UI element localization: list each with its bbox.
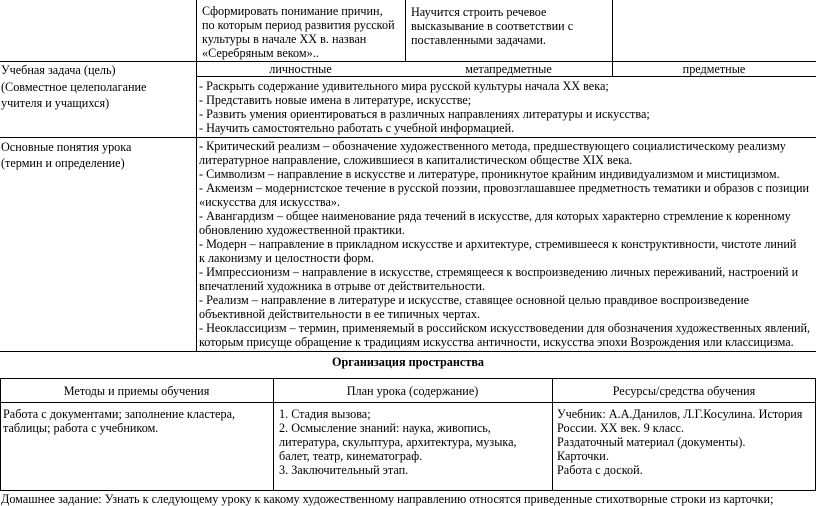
concept-line: - Символизм – направление в искусстве и литературе, проникнутое крайним индивидуализмом и мистицизмом. [199, 167, 780, 181]
col-meta-header: метапредметные [465, 62, 552, 76]
task-item: - Представить новые имена в литературе, искусстве; [199, 93, 472, 107]
task-item: - Раскрыть содержание удивительного мира русской культуры начала XX века; [199, 79, 609, 93]
plan-line: литература, скульптура, архитектура, музыка, [279, 435, 517, 449]
task-item: - Научить самостоятельно работать с учебной информацией. [199, 121, 515, 135]
concepts-label: Основные понятия урока [1, 140, 132, 154]
concept-line: - Неоклассицизм – термин, применяемый в российском искусствоведении для обозначения художественных явлений, [199, 321, 811, 335]
col-personal-header: личностные [269, 62, 332, 76]
plan-line: 3. Заключительный этап. [279, 463, 409, 477]
grid-line [0, 402, 816, 403]
plan-line: 1. Стадия вызова; [279, 407, 371, 421]
goal-line: культуры в начале XX в. назван [202, 32, 367, 46]
goal-line: по которым период развития русской [202, 18, 395, 32]
grid-line [196, 76, 816, 77]
concepts-sublabel: (термин и определение) [1, 156, 125, 170]
concept-line: - Акмеизм – модернистское течение в русской поэзии, провозглашавшее предметность тематики и образов с позиции [199, 181, 810, 195]
resources-line: Карточки. [557, 449, 609, 463]
grid-line [0, 490, 816, 491]
grid-line [0, 137, 816, 138]
plan-line: балет, театр, кинематограф. [279, 449, 423, 463]
goal-line: «Серебряным веком».. [202, 46, 319, 60]
resources-line: Работа с доской. [557, 463, 643, 477]
methods-line: таблицы; работа с учебником. [3, 421, 159, 435]
resources-line: Раздаточный материал (документы). [557, 435, 746, 449]
speech-line: поставленными задачами. [411, 33, 546, 47]
grid-line [0, 351, 816, 352]
grid-line [0, 378, 816, 379]
concepts-list [199, 139, 816, 351]
task-item: - Развить умения ориентироваться в различных направлениях литературы и искусства; [199, 107, 650, 121]
col-subject-header: предметные [682, 62, 746, 76]
concept-line: обновлению художественной практики. [199, 223, 405, 237]
concept-line: - Модерн – направление в прикладном искусстве и архитектуре, стремившееся к конструктивности, чистоте линий [199, 237, 797, 251]
concept-line: объективной действительности в ее типичных чертах. [199, 307, 481, 321]
resources-line: России. XX век. 9 класс. [557, 421, 685, 435]
concept-line: которым присуще обращение к традициям искусства античности, искусства эпохи Возрождения или классицизма. [199, 335, 794, 349]
concept-line: к лаконизму и целостности форм. [199, 251, 374, 265]
goal-line: Сформировать понимание причин, [202, 4, 383, 18]
grid-line [405, 0, 406, 62]
speech-line: высказывание в соответствии с [411, 19, 574, 33]
col-methods-header: Методы и приемы обучения [63, 384, 210, 398]
plan-line: 2. Осмысление знаний: наука, живопись, [279, 421, 491, 435]
col-resources-header: Ресурсы/средства обучения [612, 384, 756, 398]
concept-line: - Критический реализм – обозначение художественного метода, предшествующего социалистическому реализму [199, 139, 786, 153]
methods-line: Работа с документами; заполнение кластера, [3, 407, 236, 421]
concept-line: - Импрессионизм – направление в искусстве, стремящееся к воспроизведению личных переживаний, настроений и [199, 265, 799, 279]
concept-line: впечатлений художника в отрыве от действительности. [199, 279, 486, 293]
homework-text: Домашнее задание: Узнать к следующему уроку к какому художественному направлению относятся приведенные стихотворные строки из карточки; [1, 492, 774, 506]
task-label: Учебная задача (цель) [1, 63, 116, 77]
concept-line: - Авангардизм – общее наименование ряда течений в искусстве, для которых характерно стремление к коренному [199, 209, 791, 223]
resources-line: Учебник: А.А.Данилов, Л.Г.Косулина. История [557, 407, 803, 421]
speech-line: Научится строить речевое [411, 5, 547, 19]
col-plan-header: План урока (содержание) [346, 384, 479, 398]
space-title: Организация пространства [331, 355, 484, 369]
concept-line: - Реализм – направление в литературе и искусстве, ставящее основной целью правдивое воспроизведение [199, 293, 750, 307]
concept-line: «искусства для искусства». [199, 195, 341, 209]
grid-line [196, 0, 197, 352]
task-sublabel: (Совместное целеполагание [1, 80, 147, 94]
task-sublabel: учителя и учащихся) [1, 96, 110, 110]
concept-line: литературное направление, сложившиеся в капиталистическом обществе XIX века. [199, 153, 633, 167]
